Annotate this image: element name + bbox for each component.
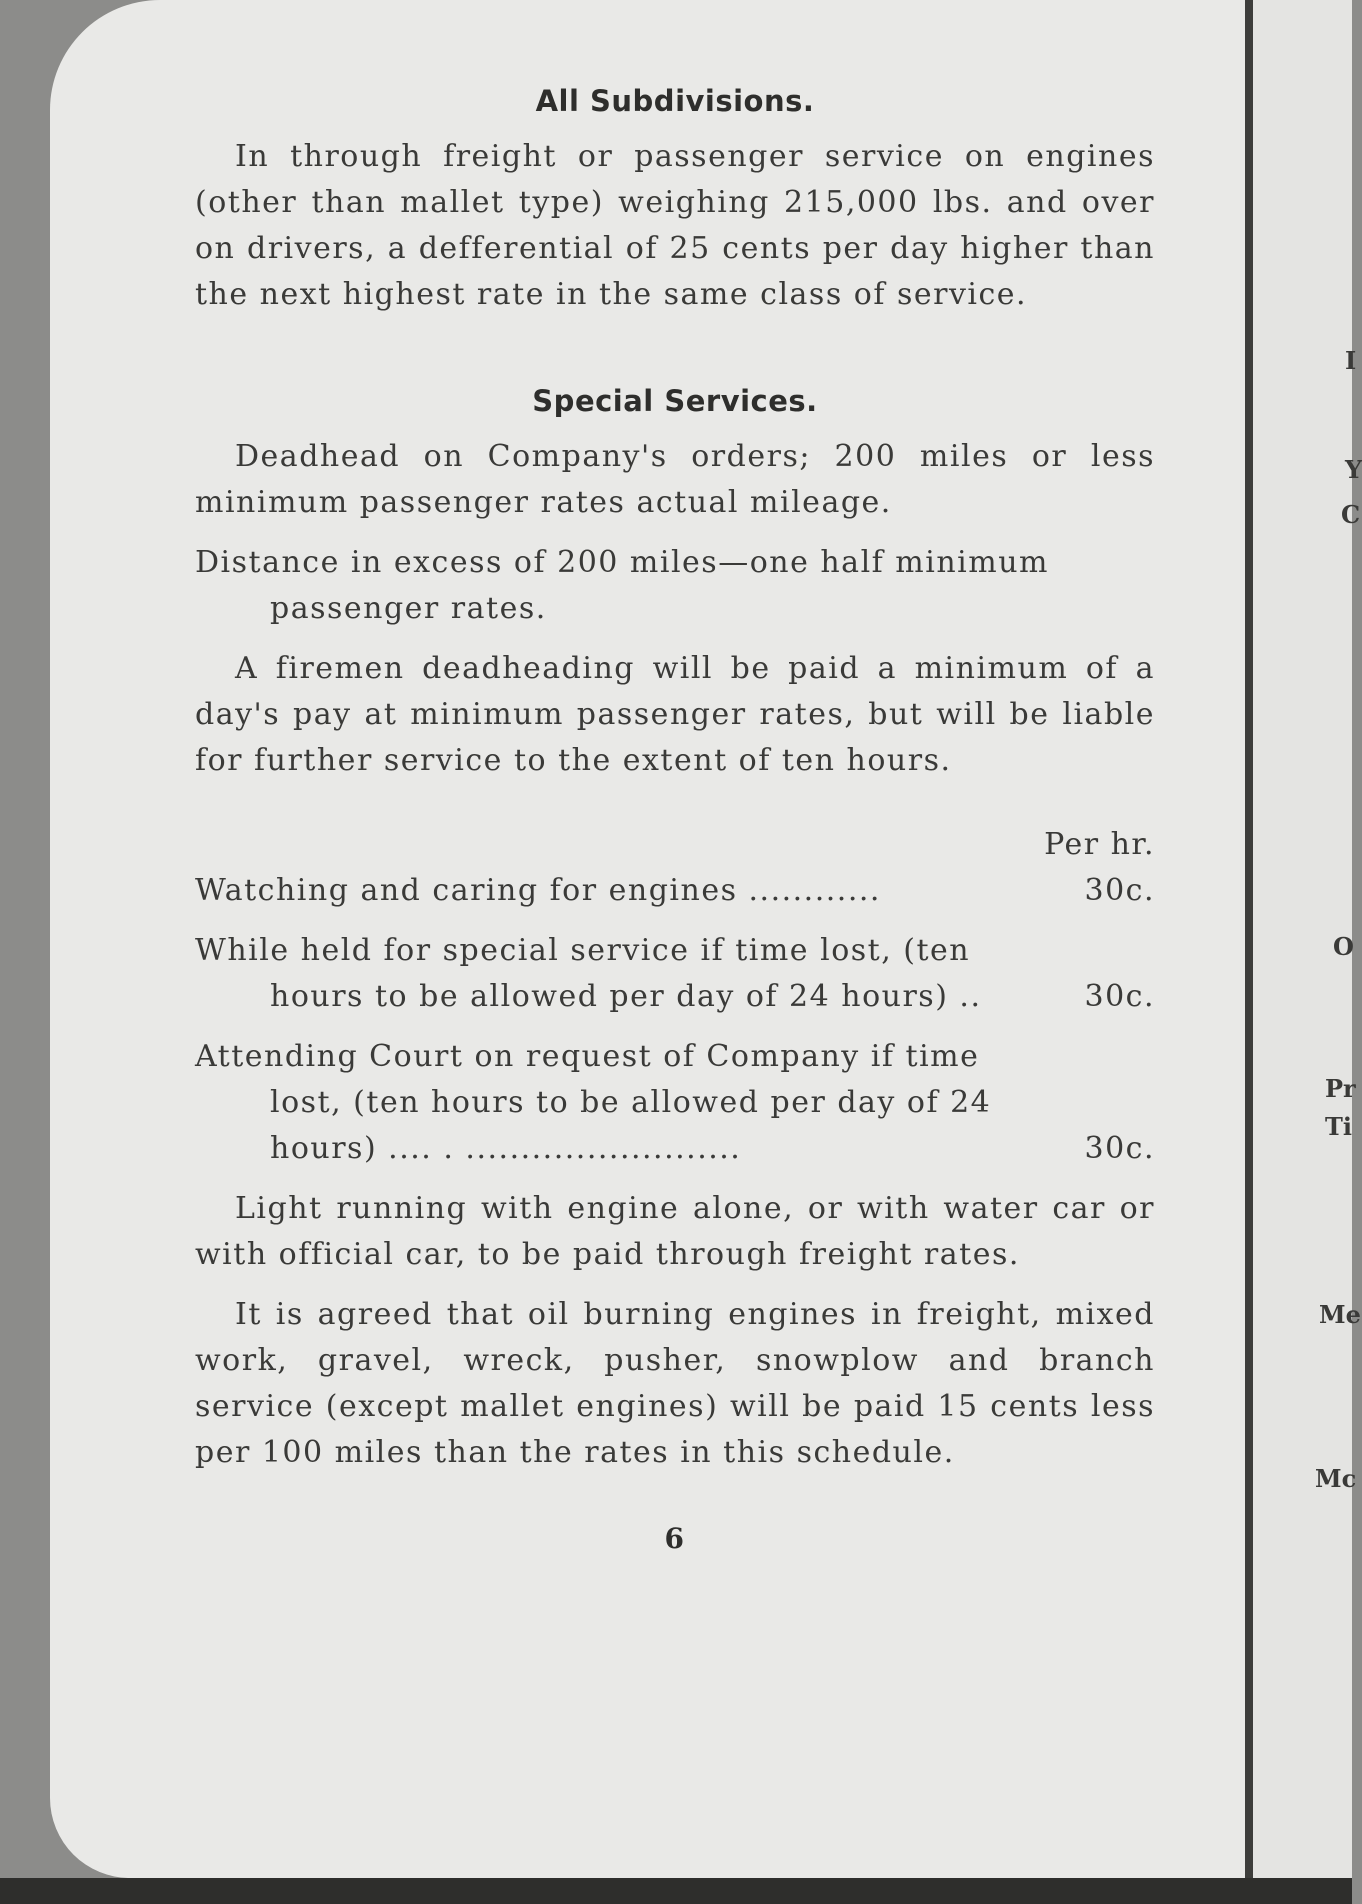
rate-label: Watching and caring for engines ............ — [195, 873, 881, 908]
facing-text-fragment: C — [1341, 500, 1361, 529]
page-spine-edge — [1245, 0, 1253, 1878]
paragraph-oil-burning: It is agreed that oil burning engines in freight, mixed work, gravel, wreck, pusher, snowplow and branch service (except mallet engines) will be paid 15 cents less per 100 miles than the rates in this schedule. — [195, 1297, 1155, 1470]
rate-label: Attending Court on request of Company if time — [195, 1039, 980, 1074]
facing-text-fragment: O — [1333, 932, 1354, 961]
rate-column-header: Per hr. — [1044, 827, 1155, 862]
facing-text-fragment: Pr — [1325, 1074, 1356, 1103]
page-number: 6 — [664, 1522, 686, 1555]
rate-row-court — [195, 1034, 1155, 1172]
facing-text-fragment: I — [1345, 346, 1357, 375]
document-page — [50, 0, 1245, 1878]
facing-text-fragment: Y — [1345, 455, 1362, 484]
paragraph-firemen: A firemen deadheading will be paid a minimum of a day's pay at minimum passenger rates, but will be liable for further service to the extent of ten hours. — [195, 651, 1155, 778]
rate-value: 30c. — [1084, 1131, 1155, 1166]
rate-value: 30c. — [1084, 979, 1155, 1014]
rate-label-continued: hours to be allowed per day of 24 hours) .. — [270, 979, 982, 1014]
facing-text-fragment: Me — [1319, 1300, 1361, 1329]
facing-text-fragment: Ti — [1325, 1112, 1352, 1141]
paragraph-distance: Distance in excess of 200 miles—one half minimum passenger rates. — [195, 545, 1049, 626]
facing-text-fragment: Mc — [1315, 1464, 1357, 1493]
rate-label-continued: hours) .... . ......................... — [270, 1131, 742, 1166]
rate-value: 30c. — [1084, 873, 1155, 908]
facing-page-fragment — [1253, 0, 1362, 1878]
page-content — [195, 78, 1155, 1562]
rate-row-held — [195, 928, 1155, 1020]
rate-label-continued: lost, (ten hours to be allowed per day of 24 — [270, 1085, 992, 1120]
scan-background-bottom — [0, 1878, 1352, 1904]
paragraph-deadhead: Deadhead on Company's orders; 200 miles or less minimum passenger rates actual mileage. — [195, 439, 1155, 520]
heading-special-services: Special Services. — [532, 384, 818, 418]
rate-label: While held for special service if time lost, (ten — [195, 933, 971, 968]
paragraph-differential: In through freight or passenger service on engines (other than mallet type) weighing 215,000 lbs. and over on drivers, a defferential of 25 cents per day higher than the next highest rate in the same class of service. — [195, 139, 1155, 312]
rate-row-watching — [195, 868, 1155, 914]
paragraph-light-running: Light running with engine alone, or with water car or with official car, to be paid through freight rates. — [195, 1191, 1155, 1272]
heading-all-subdivisions: All Subdivisions. — [535, 84, 815, 118]
